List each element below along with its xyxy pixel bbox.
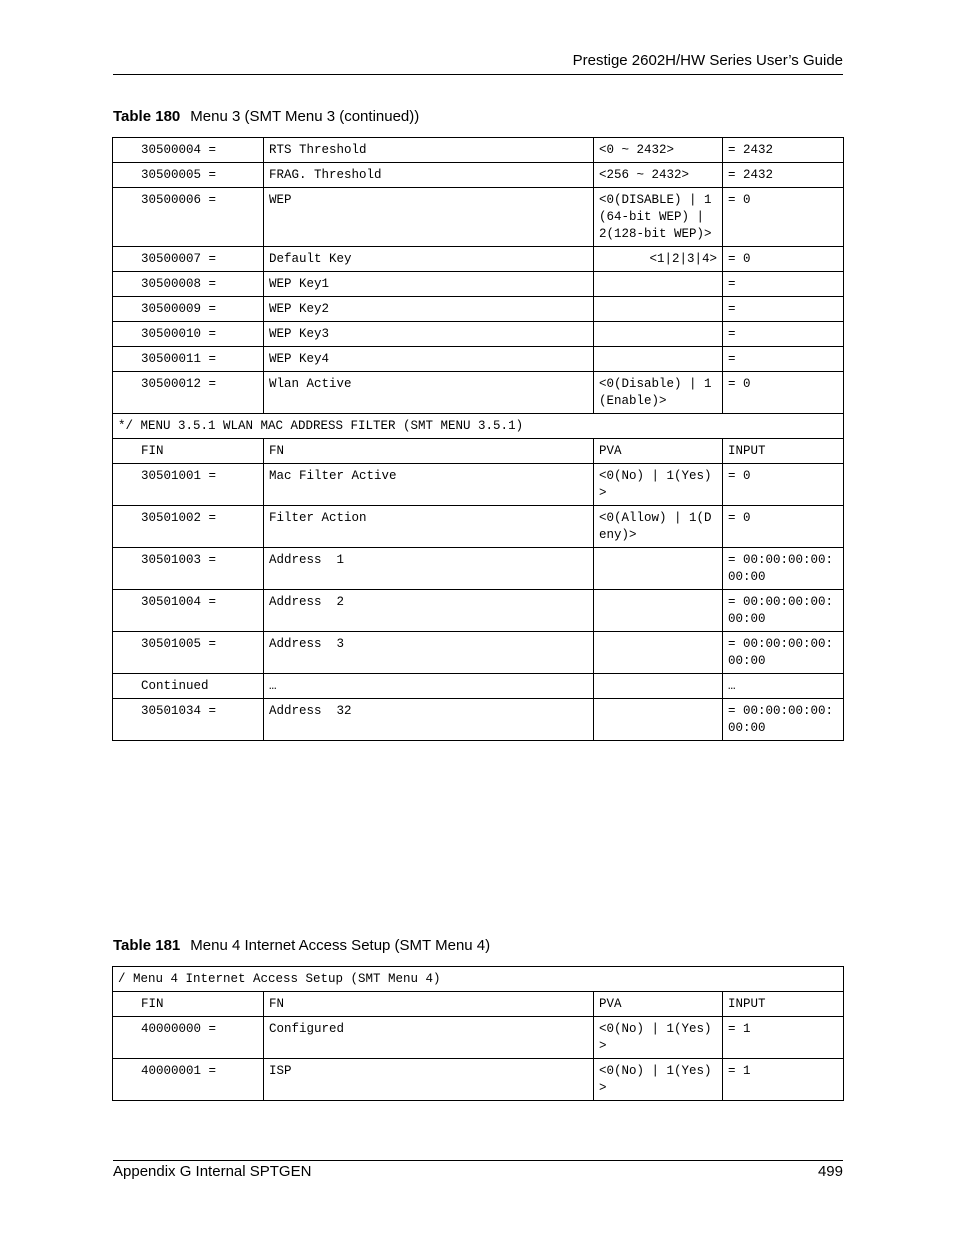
- table-row: [113, 163, 844, 188]
- fn-cell: WEP Key2: [264, 297, 594, 322]
- table-181-title: Menu 4 Internet Access Setup (SMT Menu 4): [190, 937, 491, 954]
- pva-cell: <0(No) | 1(Yes)>: [594, 1059, 723, 1101]
- fn-cell: Address 3: [264, 632, 594, 674]
- fin-cell: 30500007 =: [113, 247, 264, 272]
- fn-cell: Filter Action: [264, 506, 594, 548]
- table-row: [113, 464, 844, 506]
- header-row: [113, 439, 844, 464]
- fin-cell: 30500012 =: [113, 372, 264, 414]
- input-cell: =: [723, 347, 844, 372]
- table-row: [113, 506, 844, 548]
- input-cell: = 2432: [723, 138, 844, 163]
- section-title: */ MENU 3.5.1 WLAN MAC ADDRESS FILTER (SMT MENU 3.5.1): [113, 414, 844, 439]
- col-header-pva: PVA: [594, 439, 723, 464]
- table-row: [113, 322, 844, 347]
- pva-cell: [594, 699, 723, 741]
- section-title: / Menu 4 Internet Access Setup (SMT Menu 4): [113, 967, 844, 992]
- table-row: [113, 548, 844, 590]
- input-cell: = 1: [723, 1059, 844, 1101]
- table-180-caption: [113, 108, 419, 125]
- table-row: [113, 247, 844, 272]
- pva-cell: [594, 272, 723, 297]
- pva-cell: <1|2|3|4>: [594, 247, 723, 272]
- input-cell: =: [723, 297, 844, 322]
- input-cell: = 0: [723, 506, 844, 548]
- fn-cell: Address 2: [264, 590, 594, 632]
- fin-cell: 30500011 =: [113, 347, 264, 372]
- input-cell: =: [723, 272, 844, 297]
- table-180: [112, 137, 844, 741]
- input-cell: = 00:00:00:00:00:00: [723, 632, 844, 674]
- fn-cell: RTS Threshold: [264, 138, 594, 163]
- table-row: [113, 699, 844, 741]
- col-header-input: INPUT: [723, 992, 844, 1017]
- input-cell: = 0: [723, 372, 844, 414]
- table-row: [113, 590, 844, 632]
- col-header-fin: FIN: [113, 992, 264, 1017]
- fn-cell: Address 32: [264, 699, 594, 741]
- pva-cell: [594, 674, 723, 699]
- pva-cell: <0(Allow) | 1(Deny)>: [594, 506, 723, 548]
- table-181-caption: [113, 937, 490, 954]
- input-cell: = 0: [723, 247, 844, 272]
- fn-cell: ISP: [264, 1059, 594, 1101]
- table-row: [113, 188, 844, 247]
- pva-cell: <0(DISABLE) | 1(64-bit WEP) | 2(128-bit WEP)>: [594, 188, 723, 247]
- fin-cell: 30501034 =: [113, 699, 264, 741]
- fin-cell: 30501002 =: [113, 506, 264, 548]
- page-footer: [113, 1160, 843, 1180]
- table-row: [113, 674, 844, 699]
- table-row: [113, 297, 844, 322]
- table-181-number: Table 181: [113, 937, 181, 954]
- fn-cell: Configured: [264, 1017, 594, 1059]
- page-header: [113, 50, 843, 75]
- table-180-title: Menu 3 (SMT Menu 3 (continued)): [190, 108, 420, 125]
- pva-cell: [594, 548, 723, 590]
- pva-cell: <256 ~ 2432>: [594, 163, 723, 188]
- pva-cell: [594, 322, 723, 347]
- input-cell: = 0: [723, 464, 844, 506]
- fn-cell: Wlan Active: [264, 372, 594, 414]
- fin-cell: 30501001 =: [113, 464, 264, 506]
- table-row: [113, 272, 844, 297]
- section-row: [113, 967, 844, 992]
- input-cell: = 00:00:00:00:00:00: [723, 590, 844, 632]
- pva-cell: <0 ~ 2432>: [594, 138, 723, 163]
- fin-cell: 30500009 =: [113, 297, 264, 322]
- header-row: [113, 992, 844, 1017]
- input-cell: =: [723, 322, 844, 347]
- input-cell: = 1: [723, 1017, 844, 1059]
- fin-cell: 30500008 =: [113, 272, 264, 297]
- fn-cell: Address 1: [264, 548, 594, 590]
- fn-cell: Mac Filter Active: [264, 464, 594, 506]
- fn-cell: Default Key: [264, 247, 594, 272]
- table-180-number: Table 180: [113, 108, 181, 125]
- pva-cell: [594, 297, 723, 322]
- fn-cell: WEP Key4: [264, 347, 594, 372]
- col-header-pva: PVA: [594, 992, 723, 1017]
- pva-cell: <0(Disable) | 1(Enable)>: [594, 372, 723, 414]
- table-row: [113, 138, 844, 163]
- input-cell: = 00:00:00:00:00:00: [723, 548, 844, 590]
- table-row: [113, 347, 844, 372]
- fn-cell: WEP Key1: [264, 272, 594, 297]
- pva-cell: [594, 590, 723, 632]
- fin-cell: 30500010 =: [113, 322, 264, 347]
- table-181: [112, 966, 844, 1101]
- fin-cell: 30500004 =: [113, 138, 264, 163]
- col-header-fn: FN: [264, 439, 594, 464]
- table-row: [113, 1059, 844, 1101]
- pva-cell: <0(No) | 1(Yes)>: [594, 464, 723, 506]
- page-number: 499: [817, 1163, 843, 1180]
- header-title: Prestige 2602H/HW Series User’s Guide: [572, 52, 843, 69]
- input-cell: = 0: [723, 188, 844, 247]
- fn-cell: WEP Key3: [264, 322, 594, 347]
- fn-cell: FRAG. Threshold: [264, 163, 594, 188]
- fin-cell: 30500005 =: [113, 163, 264, 188]
- fin-cell: 30501004 =: [113, 590, 264, 632]
- pva-cell: [594, 632, 723, 674]
- input-cell: = 2432: [723, 163, 844, 188]
- footer-section: Appendix G Internal SPTGEN: [113, 1163, 312, 1180]
- input-cell: = 00:00:00:00:00:00: [723, 699, 844, 741]
- fin-cell: 40000001 =: [113, 1059, 264, 1101]
- fn-cell: …: [264, 674, 594, 699]
- pva-cell: <0(No) | 1(Yes)>: [594, 1017, 723, 1059]
- table-row: [113, 632, 844, 674]
- col-header-input: INPUT: [723, 439, 844, 464]
- fin-cell: 30500006 =: [113, 188, 264, 247]
- fin-cell: 40000000 =: [113, 1017, 264, 1059]
- col-header-fn: FN: [264, 992, 594, 1017]
- table-row: [113, 372, 844, 414]
- fin-cell: 30501003 =: [113, 548, 264, 590]
- fin-cell: Continued: [113, 674, 264, 699]
- col-header-fin: FIN: [113, 439, 264, 464]
- fin-cell: 30501005 =: [113, 632, 264, 674]
- section-row: [113, 414, 844, 439]
- input-cell: …: [723, 674, 844, 699]
- table-row: [113, 1017, 844, 1059]
- fn-cell: WEP: [264, 188, 594, 247]
- pva-cell: [594, 347, 723, 372]
